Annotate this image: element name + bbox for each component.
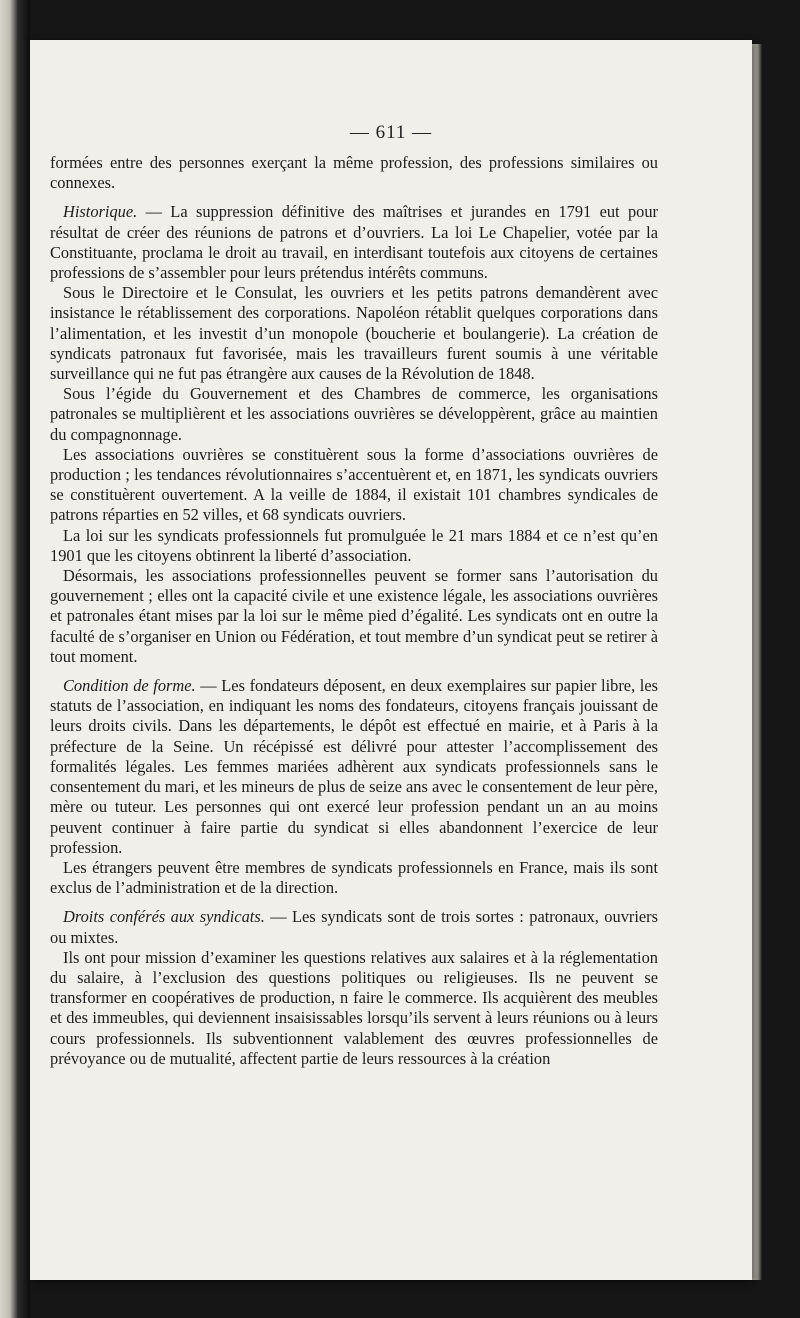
paragraph bbox=[50, 283, 658, 384]
paragraph-text: formées entre des personnes exerçant la même profession, des professions similaires ou connexes. bbox=[50, 153, 658, 193]
section-heading: Historique. bbox=[63, 202, 138, 222]
paragraph-text: Sous le Directoire et le Consulat, les ouvriers et les petits patrons demandèrent avec insistance le rétablissement des corporations. Napoléon rétablit quelques corporations dans l’alimentation, et les investit d’un monopole (boucherie et boulangerie). La création de syndicats patronaux fut favorisée, mais les travailleurs furent soumis à une véritable surveillance qui ne fut pas étrangère aux causes de la Révolution de 1848. bbox=[50, 283, 658, 384]
paragraph-text: La loi sur les syndicats professionnels fut promulguée le 21 mars 1884 et ce n’est qu’en 1901 que les citoyens obtinrent la liberté d’association. bbox=[50, 525, 658, 565]
page-number: — 611 — bbox=[349, 122, 433, 143]
paragraph bbox=[50, 445, 658, 526]
paragraph-text: — Les syndicats sont de trois sortes : patronaux, ouvriers ou mixtes. bbox=[50, 907, 659, 947]
paragraph bbox=[50, 858, 658, 898]
paragraph-condition-de-forme bbox=[50, 676, 658, 858]
body-text bbox=[50, 153, 658, 1069]
paragraph-text: — Les fondateurs déposent, en deux exemplaires sur papier libre, les statuts de l’association, en indiquant les noms des fondateurs, citoyens français jouissant de leurs droits civils. Dans les départements, le dépôt est effectué en mairie, et à Paris à la préfecture de la Seine. Un récépissé est délivré pour attester l’accomplissement des formalités légales. Les femmes mariées adhèrent aux syndicats professionnels sans le consentement du mari, et les mineurs de plus de seize ans avec le consentement de leur père, mère ou tuteur. Les personnes qui ont exercé leur profession pendant un an au moins peuvent continuer à faire partie du syndicat si elles abandonnent l’exercice de leur profession. bbox=[50, 676, 658, 857]
paragraph bbox=[50, 948, 658, 1069]
paragraph-text: Sous l’égide du Gouvernement et des Chambres de commerce, les organisations patronales se multiplièrent et les associations ouvrières se développèrent, grâce au maintien du compagnonnage. bbox=[50, 384, 658, 444]
section-heading: Droits conférés aux syndicats. bbox=[63, 907, 265, 927]
paragraph bbox=[50, 384, 658, 445]
paragraph-text: Les associations ouvrières se constituèrent sous la forme d’associations ouvrières de production ; les tendances révolutionnaires s’accentuèrent et, en 1871, les syndicats ouvriers se constituèrent ouvertement. A la veille de 1884, il existait 101 chambres syndicales de patrons réparties en 52 villes, et 68 syndicats ouvriers. bbox=[50, 444, 658, 525]
paragraph bbox=[50, 566, 658, 667]
paragraph-historique bbox=[50, 202, 658, 283]
adjacent-page-edge bbox=[0, 0, 30, 1318]
paragraph-text: Désormais, les associations professionnelles peuvent se former sans l’autorisation du gouvernement ; elles ont la capacité civile et une existence légale, les associations ouvrières et patronales étant mises par la loi sur le même pied d’égalité. Les syndicats ont en outre la faculté de s’organiser en Union ou Fédération, et tout membre d’un syndicat peut se retirer à tout moment. bbox=[50, 566, 658, 666]
section-heading: Condition de forme. bbox=[63, 676, 196, 696]
paragraph-continuation bbox=[50, 153, 658, 193]
paragraph-text: — La suppression définitive des maîtrises et jurandes en 1791 eut pour résultat de créer des réunions de patrons et d’ouvriers. La loi Le Chapelier, votée par la Constituante, proclama le droit au travail, en interdisant toutefois aux citoyens de certaines professions de s’assembler pour leurs prétendus intérêts communs. bbox=[50, 202, 658, 283]
paragraph-text: Les étrangers peuvent être membres de syndicats professionnels en France, mais ils sont exclus de l’administration et de la direction. bbox=[50, 857, 658, 898]
paragraph bbox=[50, 526, 658, 566]
paragraph-text: Ils ont pour mission d’examiner les questions relatives aux salaires et à la réglementation du salaire, à l’exclusion des questions politiques ou religieuses. Ils ne peuvent se transformer en coopératives de production, n faire le commerce. Ils acquièrent des meubles et des immeubles, qui deviennent insaisissables lorsqu’ils servent à leurs réunions ou à leurs cours professionnels. Ils subventionnent valablement des œuvres professionnelles de prévoyance ou de mutualité, affectent partie de leurs ressources à la création bbox=[50, 947, 658, 1068]
book-page bbox=[30, 40, 752, 1280]
page-edge bbox=[752, 44, 762, 1280]
paragraph-droits-conferes bbox=[50, 907, 658, 947]
